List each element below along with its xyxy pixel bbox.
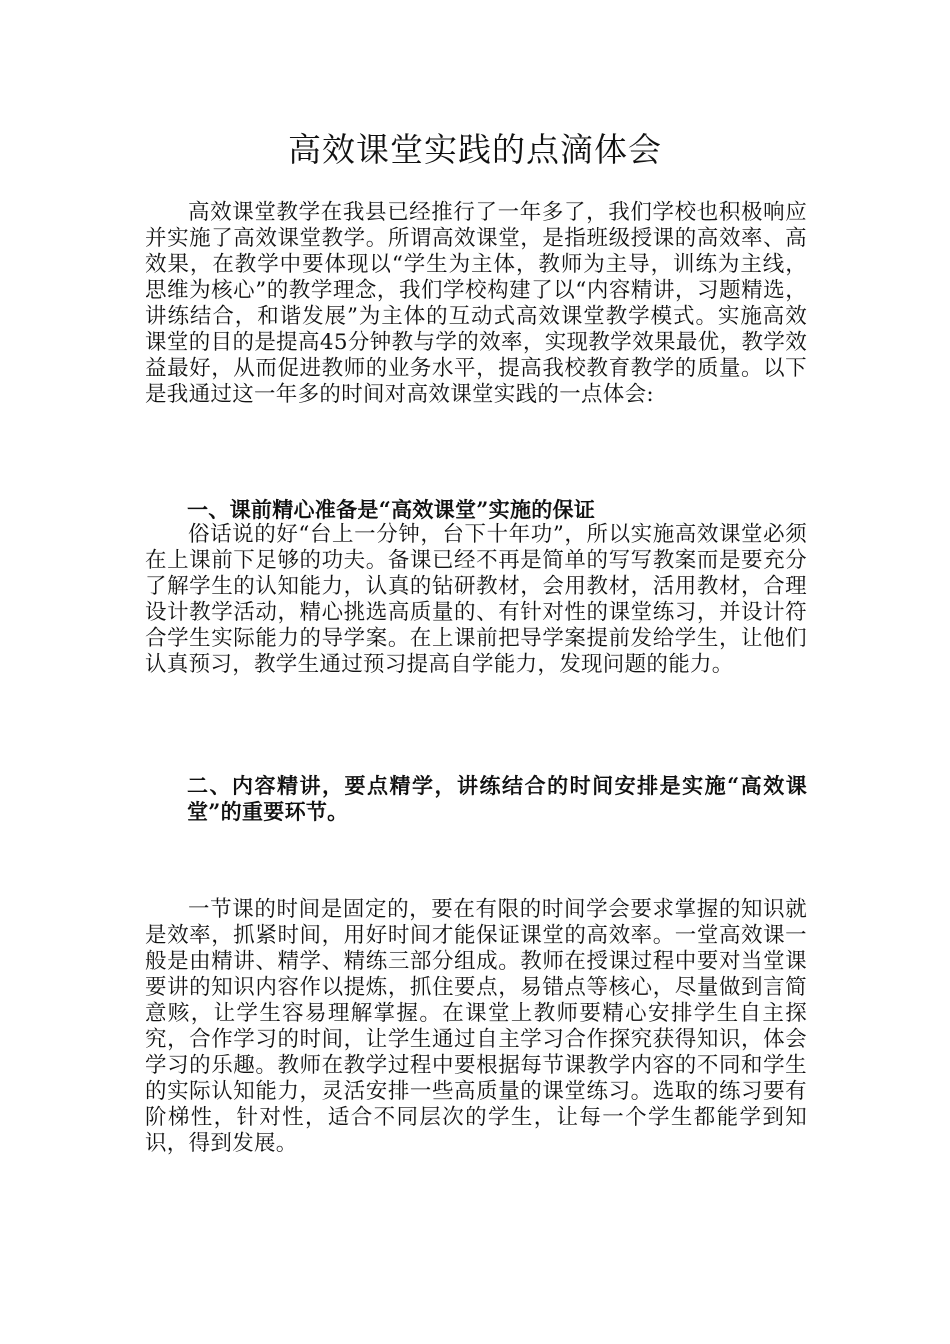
section-heading-2: 二、内容精讲，要点精学，讲练结合的时间安排是实施“高效课堂”的重要环节。 bbox=[187, 773, 807, 824]
section-heading-1: 一、课前精心准备是“高效课堂”实施的保证 bbox=[187, 497, 596, 522]
section-body-2: 一节课的时间是固定的，要在有限的时间学会要求掌握的知识就是效率，抓紧时间，用好时间才能保证课堂的高效率。一堂高效课一般是由精讲、精学、精练三部分组成。教师在授课过程中要对当堂课要讲的知识内容作以提炼，抓住要点，易错点等核心，尽量做到言简意赅，让学生容易理解掌握。在课堂上教师要精心安排学生自主探究，合作学习的时间，让学生通过自主学习合作探究获得知识，体会学习的乐趣。教师在教学过程中要根据每节课教学内容的不同和学生的实际认知能力，灵活安排一些高质量的课堂练习。选取的练习要有阶梯性，针对性，适合不同层次的学生，让每一个学生都能学到知识，得到发展。 bbox=[145, 897, 807, 1156]
section-body-1: 俗话说的好“台上一分钟，台下十年功”，所以实施高效课堂必须在上课前下足够的功夫。备课已经不再是简单的写写教案而是要充分了解学生的认知能力，认真的钻研教材，会用教材，活用教材，合理设计教学活动，精心挑选高质量的、有针对性的课堂练习，并设计符合学生实际能力的导学案。在上课前把导学案提前发给学生，让他们认真预习，教学生通过预习提高自学能力，发现问题的能力。 bbox=[145, 522, 807, 677]
document-title: 高效课堂实践的点滴体会 bbox=[288, 130, 662, 169]
intro-paragraph: 高效课堂教学在我县已经推行了一年多了，我们学校也积极响应并实施了高效课堂教学。所谓高效课堂，是指班级授课的高效率、高效果，在教学中要体现以“学生为主体，教师为主导，训练为主线，思维为核心”的教学理念，我们学校构建了以“内容精讲，习题精选，讲练结合，和谐发展”为主体的互动式高效课堂教学模式。实施高效课堂的目的是提高45分钟教与学的效率，实现教学效果最优，教学效益最好，从而促进教师的业务水平，提高我校教育教学的质量。以下是我通过这一年多的时间对高效课堂实践的一点体会: bbox=[145, 200, 807, 407]
